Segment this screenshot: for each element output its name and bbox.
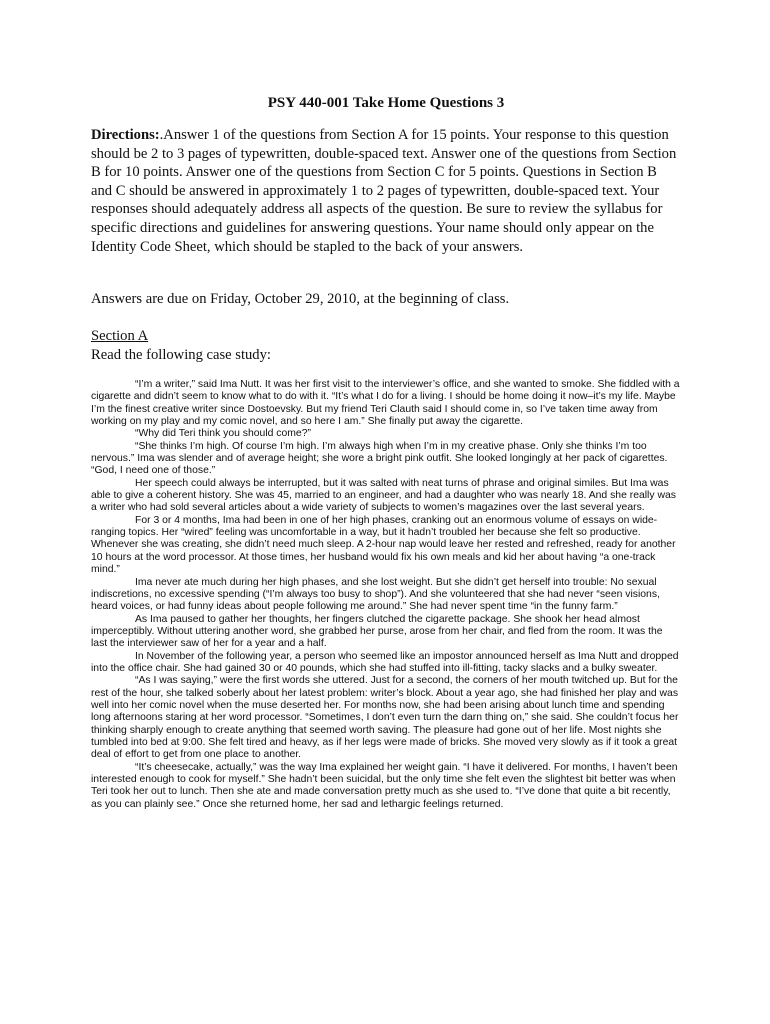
due-date-text: Answers are due on Friday, October 29, 2010, at the beginning of class. <box>91 291 510 307</box>
directions-label: Directions: <box>91 127 160 143</box>
section-instruction: Read the following case study: <box>91 346 271 363</box>
case-paragraph: For 3 or 4 months, Ima had been in one of her high phases, cranking out an enormous volume of essays on wide-ranging topics. Her “wired” feeling was uncomfortable in a way, but it hadn’t troubled her because she felt so productive. Whenever she was creating, she didn’t need much sleep. A 2-hour nap would leave her rested and refreshed, ready for another 10 hours at the word processor. At those times, her husband would fix his own meals and kid her about having “a one-track mind.” <box>91 514 676 576</box>
section-title: Section A <box>91 328 149 344</box>
directions-paragraph <box>91 126 681 256</box>
case-paragraph: Ima never ate much during her high phases, and she lost weight. But she didn’t get herself into trouble: No sexual indiscretions, no excessive spending (“I’m always too busy to shop”). And she volunteered that she had never “seen visions, heard voices, or had funny ideas about people following me around.” She had never spent time “in the funny farm.” <box>91 576 660 613</box>
case-paragraph: “Why did Teri think you should come?” <box>135 428 311 440</box>
case-paragraph: As Ima paused to gather her thoughts, her fingers clutched the cigarette package. She shook her head almost imperceptibly. Without uttering another word, she grabbed her purse, arose from her chair, and fled from the room. It was the last the interviewer saw of her for a year and a half. <box>91 613 663 650</box>
case-study <box>91 379 681 811</box>
directions-text: .Answer 1 of the questions from Section A for 15 points. Your response to this question should be 2 to 3 pages of typewritten, double-spaced text. Answer one of the questions from Section B for 10 points. Answer one of the questions from Section C for 5 points. Questions in Section B and C should be answered in approximately 1 to 2 pages of typewritten, double-spaced text. Your responses should adequately address all aspects of the question. Be sure to review the syllabus for specific directions and guidelines for answering questions. Your name should only appear on the Identity Code Sheet, which should be stapled to the back of your answers. <box>91 127 677 255</box>
case-paragraph: Her speech could always be interrupted, but it was salted with neat turns of phrase and original similes. But Ima was able to give a coherent history. She was 45, married to an engineer, and had a daughter who was nearly 18. And she really was a writer who had sold several articles about a wide variety of subjects to women’s magazines over the last several years. <box>91 477 676 514</box>
document-title: PSY 440-001 Take Home Questions 3 <box>267 95 505 111</box>
case-paragraph: In November of the following year, a person who seemed like an impostor announced herself as Ima Nutt and dropped into the office chair. She had gained 30 or 40 pounds, which she had stuffed into ill-fitting, tacky slacks and a bulky sweater. <box>91 650 679 674</box>
case-paragraph: “It’s cheesecake, actually,” was the way Ima explained her weight gain. “I have it delivered. For months, I haven’t been interested enough to cook for myself.” She hadn’t been suicidal, but the only time she felt even the slightest bit better was when Teri took her out to lunch. Then she ate and made conversation pretty much as she used to. “I’ve done that quite a bit recently, as you can plainly see.” Once she returned home, her sad and lethargic feelings returned. <box>91 761 678 810</box>
case-paragraph: “I’m a writer,” said Ima Nutt. It was her first visit to the interviewer’s office, and she wanted to smoke. She fiddled with a cigarette and didn’t seem to know what to do with it. “It’s what I do for a living. I should be home doing it now–it’s my life. Maybe I’m the finest creative writer since Dostoevsky. But my friend Teri Clauth said I should come in, so I’ve taken time away from working on my play and my comic novel, and so here I am.” She finally put away the cigarette. <box>91 379 680 428</box>
case-paragraph: “As I was saying,” were the first words she uttered. Just for a second, the corners of her mouth twitched up. But for the rest of the hour, she talked soberly about her latest problem: writer’s block. About a year ago, she had finished her play and was well into her comic novel when the muse deserted her. For months now, she had been arising about lunch time and spending long afternoons staring at her word processor. “Sometimes, I don’t even turn the darn thing on,” she said. She couldn’t focus her thinking sharply enough to create anything that seemed worth saving. The pleasure had gone out of her life. Most nights she tumbled into bed at 9:00. She felt tired and heavy, as if her legs were made of bricks. She moved very slowly as if it took a great deal of effort to get from one place to another. <box>91 675 679 761</box>
section-a-header <box>91 327 681 364</box>
case-paragraph: “She thinks I’m high. Of course I’m high. I’m always high when I’m in my creative phase. Only she thinks I’m too nervous.” Ima was slender and of average height; she wore a bright pink outfit. She looked longingly at her pack of cigarettes. “God, I need one of those.” <box>91 440 668 477</box>
